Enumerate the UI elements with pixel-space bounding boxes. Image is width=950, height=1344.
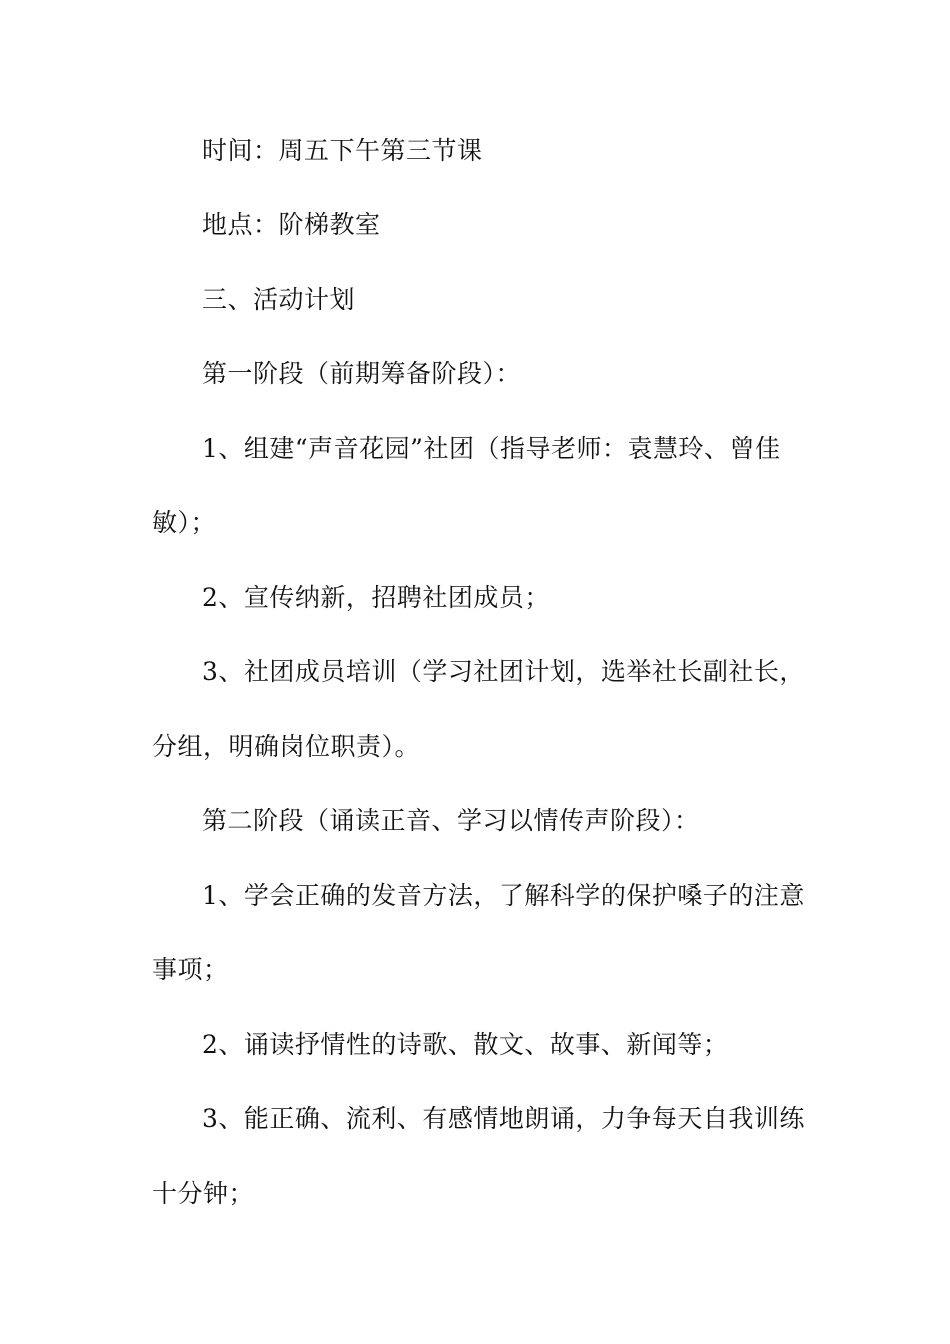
time-line: 时间：周五下午第三节课 (202, 136, 483, 165)
phase-one-item-1-continued: 敏）； (152, 508, 217, 537)
location-line: 地点：阶梯教室 (202, 210, 381, 239)
section-heading-activity-plan: 三、活动计划 (202, 285, 356, 314)
phase-two-item-3: 3、能正确、流利、有感情地朗诵，力争每天自我训练 (202, 1104, 805, 1133)
phase-one-heading: 第一阶段（前期筹备阶段）： (202, 359, 522, 388)
phase-one-item-3-continued: 分组，明确岗位职责）。 (152, 732, 421, 761)
phase-one-item-3: 3、社团成员培训（学习社团计划，选举社长副社长， (202, 657, 805, 686)
phase-two-item-3-continued: 十分钟； (152, 1179, 255, 1208)
phase-one-item-2: 2、宣传纳新，招聘社团成员； (202, 583, 550, 612)
phase-two-item-1-continued: 事项； (152, 955, 229, 984)
phase-two-heading: 第二阶段（诵读正音、学习以情传声阶段）： (202, 806, 700, 835)
phase-two-item-2: 2、诵读抒情性的诗歌、散文、故事、新闻等； (202, 1030, 729, 1059)
phase-two-item-1: 1、学会正确的发音方法，了解科学的保护嗓子的注意 (202, 881, 805, 910)
phase-one-item-1: 1、组建“声音花园”社团（指导老师：袁慧玲、曾佳 (202, 434, 781, 463)
